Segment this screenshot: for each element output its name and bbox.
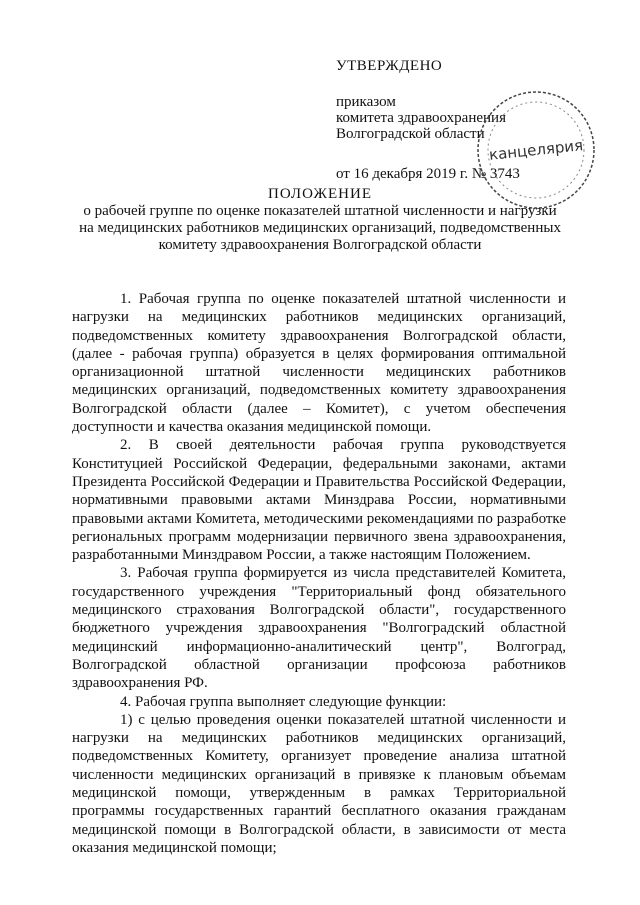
document-title bbox=[70, 186, 570, 254]
paragraph: 1) с целью проведения оценки показателей штатной численности и нагрузки на медицинских работников медицинских организаций, подведомственных Комитету, организует проведение анализа штатной численности медицинских организаций в привязке к плановым объемам медицинской помощи, утвержденным в рамках Территориальной программы государственных гарантий бесплатного оказания гражданам медицинской помощи в Волгоградской области, в зависимости от места оказания медицинской помощи; bbox=[72, 711, 566, 856]
approval-order-line: комитета здравоохранения bbox=[336, 110, 506, 126]
approval-order-line: Волгоградской области bbox=[336, 126, 485, 142]
document-title-line: на медицинских работников медицинских организаций, подведомственных bbox=[79, 220, 561, 236]
paragraph: 1. Рабочая группа по оценке показателей штатной численности и нагрузки на медицинских работников медицинских организаций, подведомственных комитету здравоохранения Волгоградской области, (далее - рабочая группа) образуется в целях формирования оптимальной организационной штатной численности медицинских работников медицинских организаций, подведомственных комитету здравоохранения Волгоградской области (далее – Комитет), с учетом обеспечения доступности и качества оказания медицинской помощи. bbox=[72, 291, 566, 436]
approval-order-line: приказом bbox=[336, 94, 396, 110]
approval-heading: УТВЕРЖДЕНО bbox=[336, 58, 443, 74]
document-body bbox=[72, 290, 566, 857]
paragraph: 4. Рабочая группа выполняет следующие функции: bbox=[120, 693, 447, 710]
paragraph: 3. Рабочая группа формируется из числа представителей Комитета, государственного учреждения "Территориальный фонд обязательного медицинского страхования Волгоградской области", государственного бюджетного учреждения здравоохранения "Волгоградский областной медицинский информационно-аналитический центр", Волгоград, Волгоградской областной организации профсоюза работников здравоохранения РФ. bbox=[72, 565, 566, 692]
paragraph: 2. В своей деятельности рабочая группа руководствуется Конституцией Российской Федерации, федеральными законами, актами Президента Российской Федерации и Правительства Российской Федерации, нормативными правовыми актами Минздрава России, нормативными правовыми актами Комитета, методическими рекомендациями по разработке региональных программ модернизации первичного звена здравоохранения, разработанными Минздравом России, а также настоящим Положением. bbox=[72, 437, 566, 564]
approval-order-date: от 16 декабря 2019 г. № 3743 bbox=[336, 166, 520, 182]
document-title-line: о рабочей группе по оценке показателей штатной численности и нагрузки bbox=[83, 203, 557, 219]
document-title-line: комитету здравоохранения Волгоградской области bbox=[158, 237, 482, 253]
stamp-text: канцелярия bbox=[488, 136, 584, 164]
document-title-name: ПОЛОЖЕНИЕ bbox=[268, 186, 372, 202]
